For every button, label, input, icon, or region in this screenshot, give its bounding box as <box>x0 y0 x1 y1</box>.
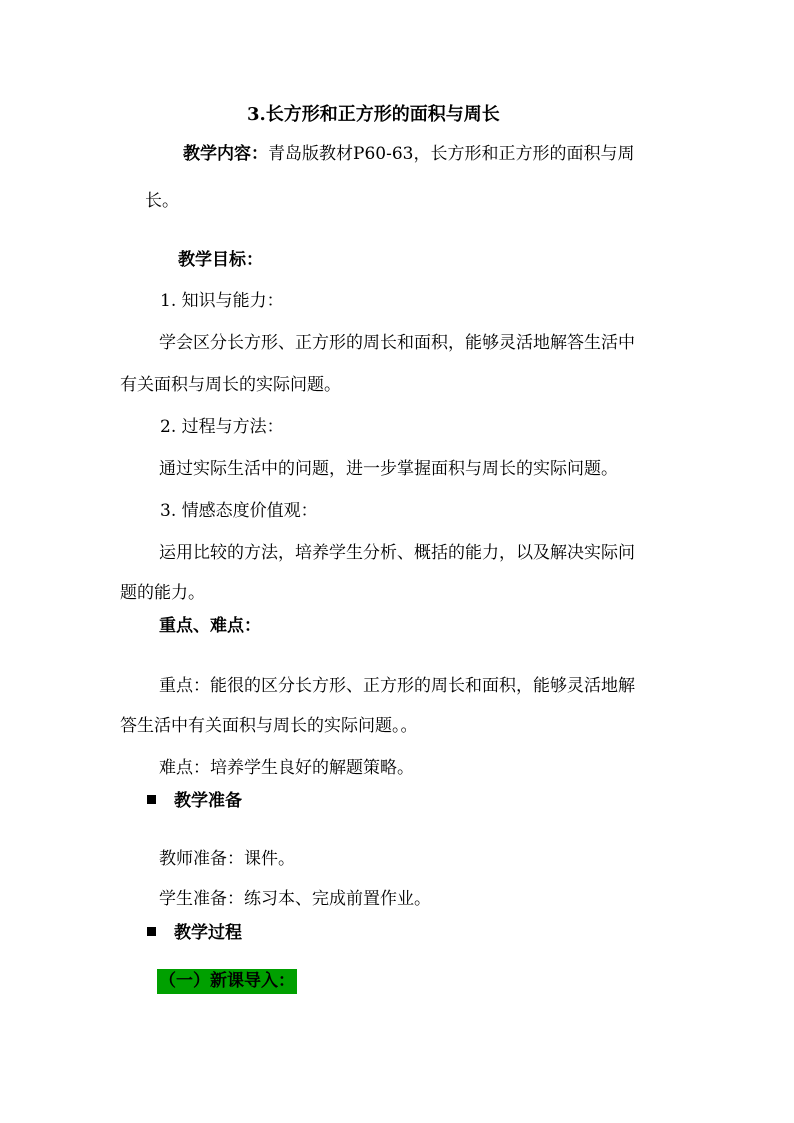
process-heading: 教学过程 <box>174 923 242 943</box>
prep-heading: 教学准备 <box>174 791 242 811</box>
goals-heading: 教学目标： <box>178 250 263 270</box>
teaching-content-line-1 <box>183 143 634 165</box>
goal-3-line-1: 运用比较的方法，培养学生分析、概括的能力，以及解决实际问 <box>159 543 635 563</box>
goal-2-line-1: 通过实际生活中的问题，进一步掌握面积与周长的实际问题。 <box>159 459 618 479</box>
square-bullet-icon <box>147 927 156 936</box>
goal-2-heading: 2. 过程与方法： <box>160 417 284 437</box>
prep-heading-row <box>147 790 242 812</box>
teaching-content-text: 青岛版教材P60-63，长方形和正方形的面积与周 <box>268 144 635 164</box>
document-title: 3.长方形和正方形的面积与周长 <box>247 104 500 125</box>
process-heading-row <box>147 922 242 944</box>
teacher-prep: 教师准备：课件。 <box>159 849 295 869</box>
key-difficult-heading: 重点、难点： <box>159 616 261 636</box>
intro-heading: （一）新课导入： <box>157 969 297 994</box>
intro-heading-row <box>157 970 297 992</box>
key-point-line-1: 重点：能很的区分长方形、正方形的周长和面积，能够灵活地解 <box>159 676 635 696</box>
goal-1-heading: 1. 知识与能力： <box>160 291 284 311</box>
student-prep: 学生准备：练习本、完成前置作业。 <box>159 889 431 909</box>
goal-3-line-2: 题的能力。 <box>120 583 205 603</box>
goal-1-line-1: 学会区分长方形、正方形的周长和面积，能够灵活地解答生活中 <box>159 333 635 353</box>
teaching-content-label: 教学内容： <box>183 144 268 164</box>
square-bullet-icon <box>147 795 156 804</box>
teaching-content-line-2: 长。 <box>145 191 179 211</box>
key-point-line-2: 答生活中有关面积与周长的实际问题。。 <box>120 716 418 736</box>
goal-3-heading: 3. 情感态度价值观： <box>160 501 318 521</box>
difficulty-line: 难点：培养学生良好的解题策略。 <box>159 758 414 778</box>
goal-1-line-2: 有关面积与周长的实际问题。 <box>120 375 341 395</box>
